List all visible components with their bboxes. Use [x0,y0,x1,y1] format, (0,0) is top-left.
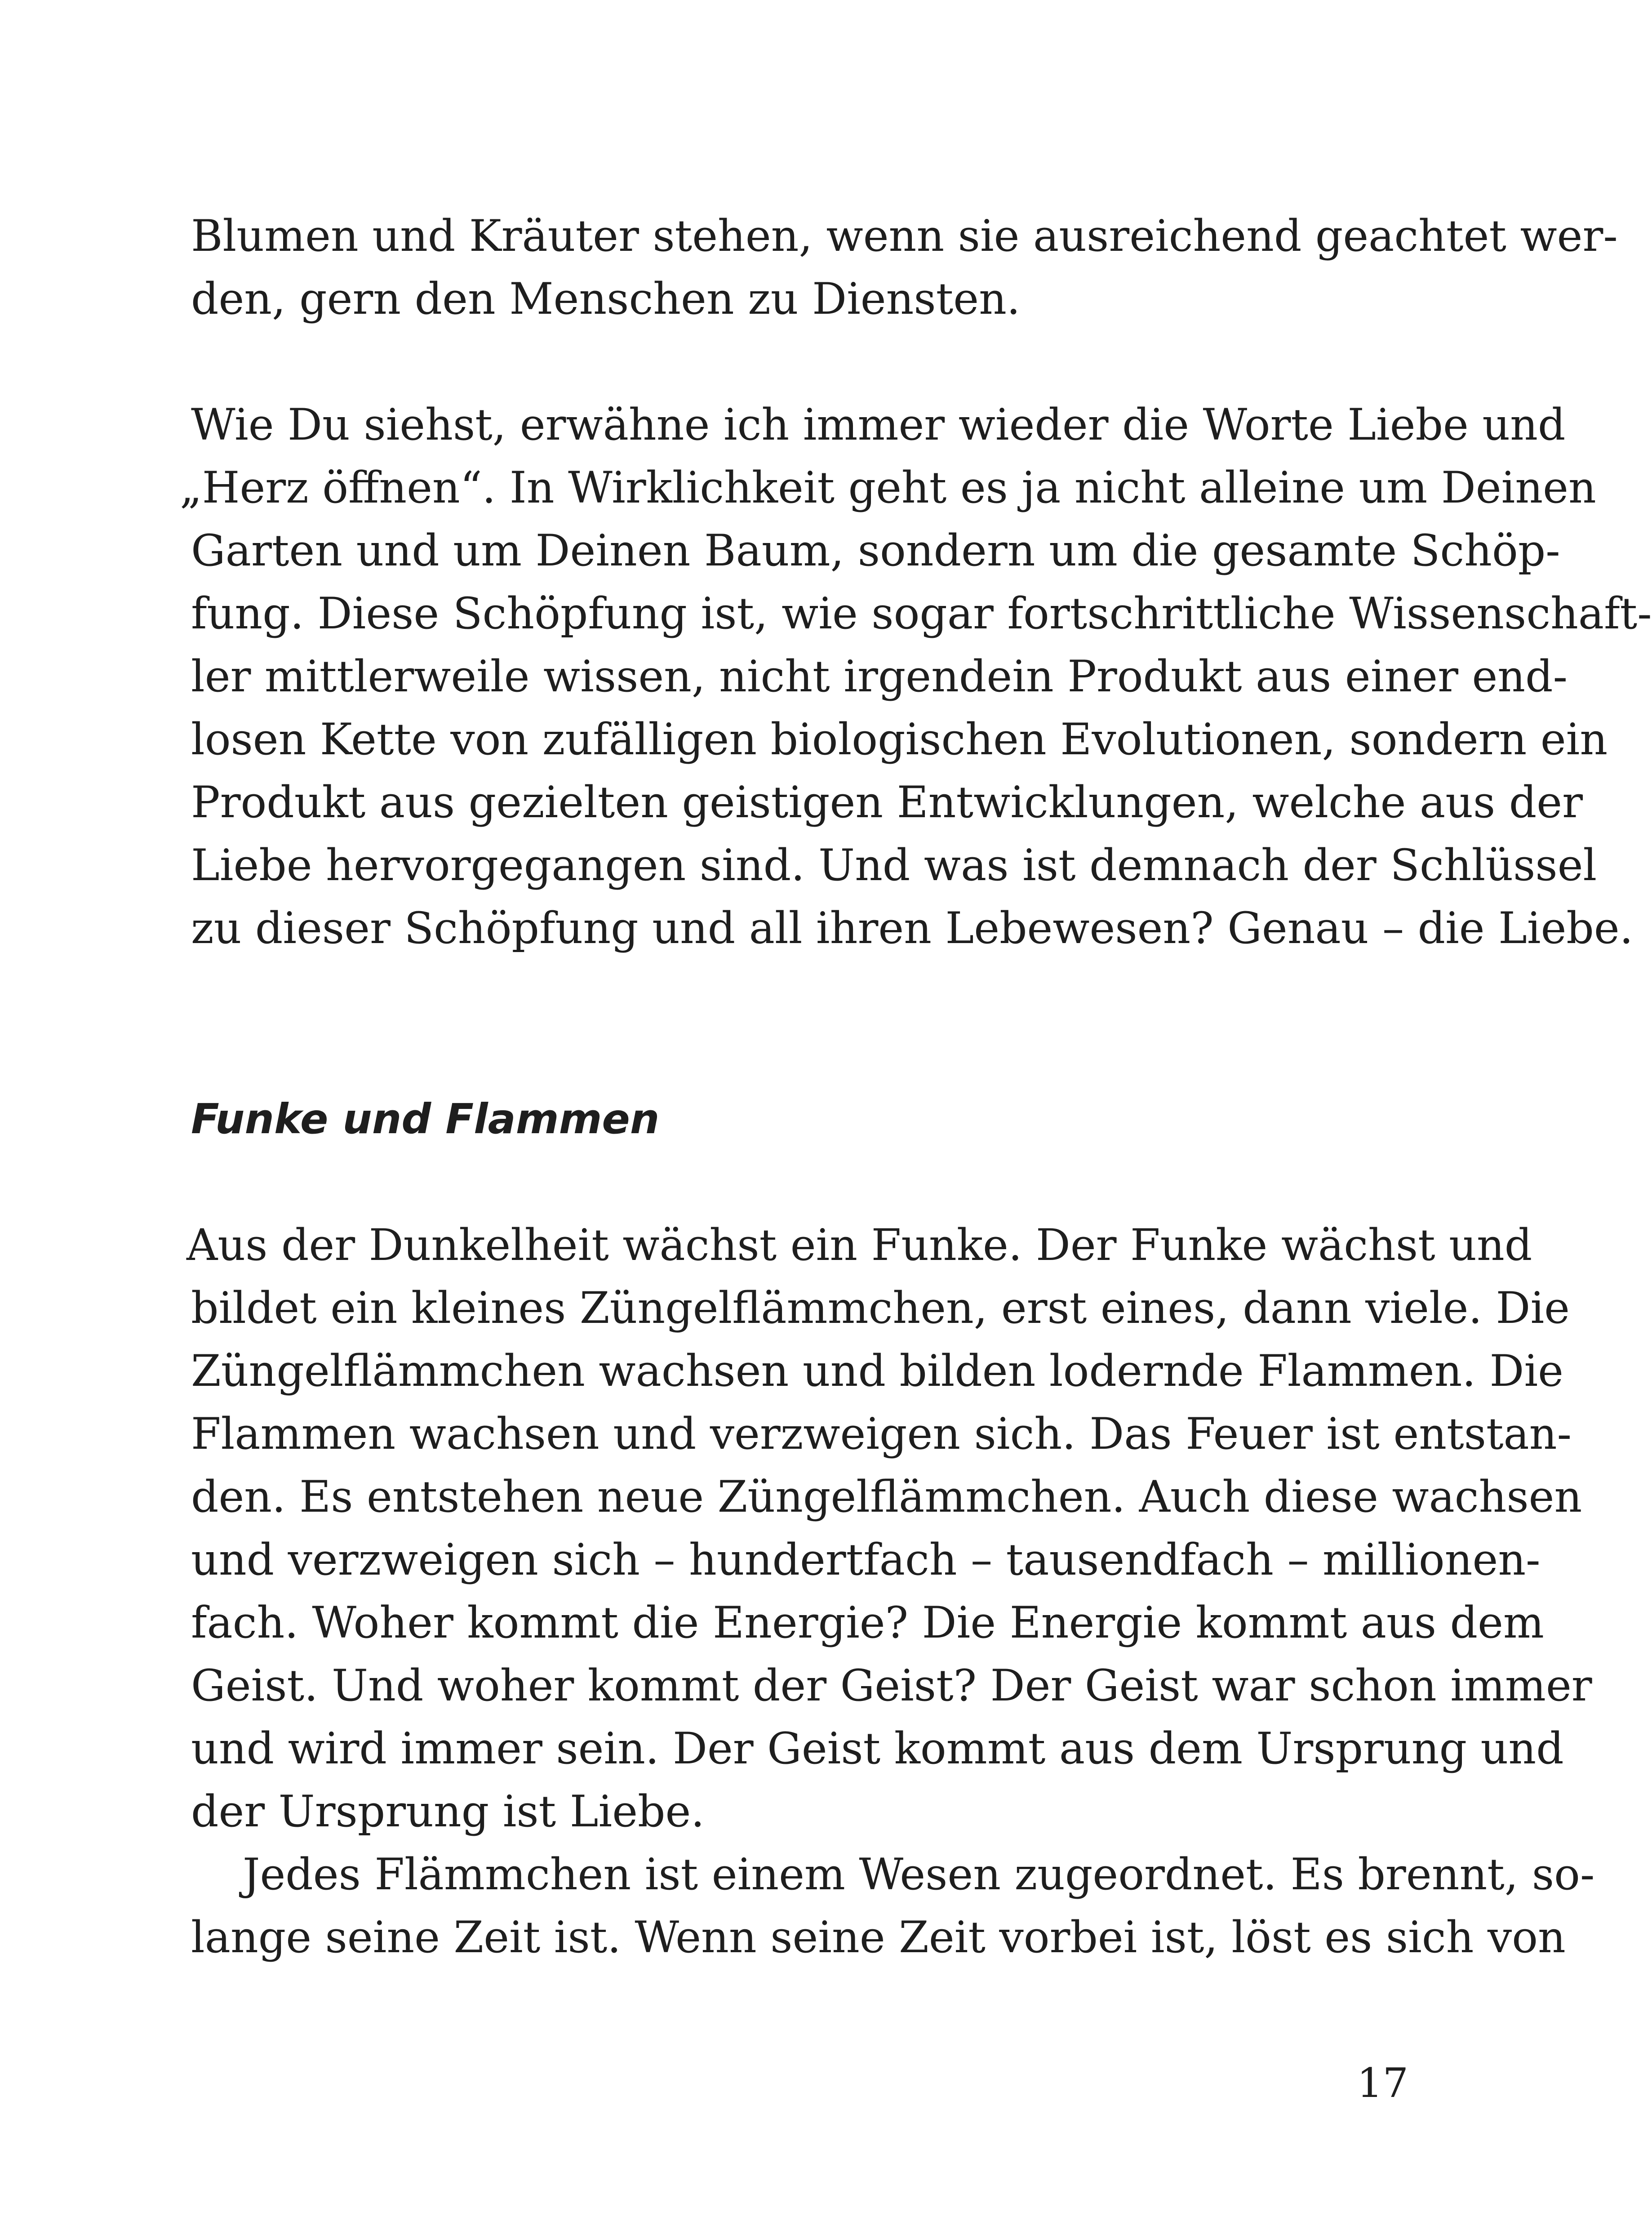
text-line: „Herz öffnen“. In Wirklichkeit geht es ja nicht alleine um Deinen [180,463,1596,513]
text-line: Wie Du siehst, erwähne ich immer wieder die Worte Liebe und [191,400,1566,450]
text-line: losen Kette von zufälligen biologischen Evolutionen, sondern ein [191,714,1608,765]
text-line: fach. Woher kommt die Energie? Die Energie kommt aus dem [191,1598,1544,1648]
text-line: Blumen und Kräuter stehen, wenn sie ausreichend geachtet wer- [191,211,1618,261]
text-line: bildet ein kleines Züngelflämmchen, erst eines, dann viele. Die [191,1283,1570,1333]
text-line: ler mittlerweile wissen, nicht irgendein Produkt aus einer end- [191,651,1568,702]
text-line: den, gern den Menschen zu Diensten. [191,274,1021,324]
section-heading: Funke und Flammen [191,1095,660,1143]
text-line: lange seine Zeit ist. Wenn seine Zeit vorbei ist, löst es sich von [191,1912,1566,1963]
text-line: Züngelflämmchen wachsen und bilden lodernde Flammen. Die [191,1346,1563,1396]
text-line: Garten und um Deinen Baum, sondern um die gesamte Schöp- [191,525,1560,576]
text-line: Jedes Flämmchen ist einem Wesen zugeordnet. Es brennt, so- [243,1849,1595,1900]
text-line: Liebe hervorgegangen sind. Und was ist demnach der Schlüssel [191,840,1597,890]
text-line: und wird immer sein. Der Geist kommt aus dem Ursprung und [191,1723,1564,1774]
text-line: Geist. Und woher kommt der Geist? Der Geist war schon immer [191,1660,1592,1711]
text-line: und verzweigen sich – hundertfach – tausendfach – millionen- [191,1535,1541,1585]
text-line: der Ursprung ist Liebe. [191,1786,705,1837]
text-line: Flammen wachsen und verzweigen sich. Das Feuer ist entstan- [191,1409,1572,1459]
text-line: Produkt aus gezielten geistigen Entwicklungen, welche aus der [191,777,1583,828]
text-line: Aus der Dunkelheit wächst ein Funke. Der Funke wächst und [187,1220,1532,1270]
page-number: 17 [1357,2060,1408,2107]
text-line: fung. Diese Schöpfung ist, wie sogar fortschrittliche Wissenschaft- [191,588,1652,639]
text-line: den. Es entstehen neue Züngelflämmchen. Auch diese wachsen [191,1472,1582,1522]
text-line: zu dieser Schöpfung und all ihren Lebewesen? Genau – die Liebe. [191,903,1634,953]
